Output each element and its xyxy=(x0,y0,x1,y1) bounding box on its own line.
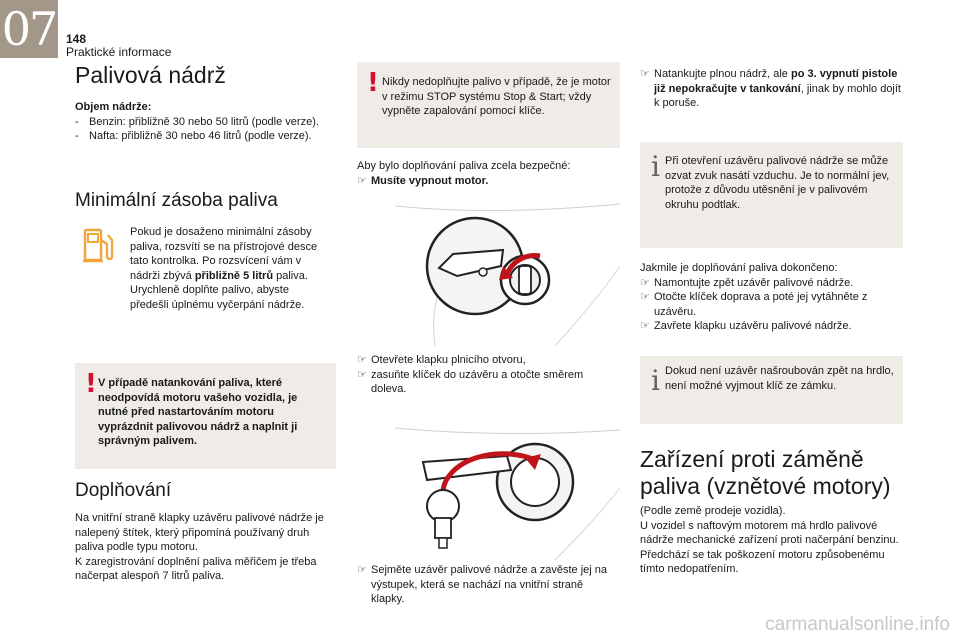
exclamation-icon: ! xyxy=(85,369,97,399)
misfuel-text xyxy=(640,504,902,577)
stop-start-warning-text: Nikdy nedoplňujte palivo v případě, že je motor v režimu STOP systému Stop & Start; vždy vypněte zapalování pomocí klíče. xyxy=(382,76,611,117)
refuelling-text xyxy=(75,511,337,584)
page-number: 148 xyxy=(66,32,87,46)
safe-refuel-block xyxy=(357,159,619,188)
after-step: ☞ Namontujte zpět uzávěr palivové nádrže. xyxy=(640,276,854,289)
gauge-register-text: K zaregistrování doplnění paliva měřičem je třeba načerpat alespoň 7 litrů paliva. xyxy=(75,555,317,582)
min-reserve-title: Minimální zásoba paliva xyxy=(75,190,278,211)
min-reserve-heading-block xyxy=(75,189,337,213)
open-flap-steps xyxy=(357,353,619,397)
after-refuel-block xyxy=(640,261,902,334)
air-intake-info-text: Při otevření uzávěru palivové nádrže se může ozvat zvuk nasátí vzduchu. Je to normální jev, protože z důvodu utěsnění je v palivovém okruhu podtlak. xyxy=(665,155,890,211)
section-title: Praktické informace xyxy=(66,45,172,59)
tank-capacity-block xyxy=(75,100,337,144)
refuelling-heading-block xyxy=(75,479,337,503)
safe-refuel-intro: Aby bylo doplňování paliva zcela bezpečné: xyxy=(357,160,571,172)
exclamation-icon: ! xyxy=(367,68,379,98)
reserve-litres: přibližně 5 litrů xyxy=(194,269,274,282)
after-refuel-intro: Jakmile je doplňování paliva dokončeno: xyxy=(640,262,838,274)
wrong-fuel-warning-text: V případě natankování paliva, které neodpovídá motoru vašeho vozidla, je nutné před nastartováním motoru vyprázdnit palivovou nádrž a naplnit ji správným palivem. xyxy=(98,377,298,447)
fuel-tank-title: Palivová nádrž xyxy=(75,62,226,88)
misfuel-title: Zařízení proti záměně paliva (vznětové motory) xyxy=(640,446,891,499)
info-icon: i xyxy=(651,150,660,183)
min-reserve-text: Pokud je dosaženo minimální zásoby paliva, rozsvítí se na přístrojové desce tato kontrolka. Po rozsvícení vám v nádrži zbývá přibližně 5 litrů paliva. Urychleně doplňte palivo, abyste předešli úplnému vyčerpání nádrže. xyxy=(130,226,318,311)
step-stop-engine: ☞ Musíte vypnout motor. xyxy=(357,174,489,187)
after-step: ☞ Zavřete klapku uzávěru palivové nádrže. xyxy=(640,320,852,332)
chapter-number: 07 xyxy=(1,2,57,56)
fuel-cap-unlock-illustration xyxy=(395,196,620,346)
tank-capacity-label: Objem nádrže: xyxy=(75,101,152,113)
remove-cap-step-block xyxy=(357,563,619,607)
wrong-fuel-warning-box xyxy=(75,363,336,469)
capacity-item: - Nafta: přibližně 30 nebo 46 litrů (podle verze). xyxy=(75,130,312,142)
fill-tank-block xyxy=(640,67,902,111)
misfuel-heading-block xyxy=(640,446,902,500)
step-fill-tank: ☞ Natankujte plnou nádrž, ale po 3. vypnutí pistole již nepokračujte v tankování, jinak by mohlo dojít k poruše. xyxy=(640,68,901,109)
misfuel-country-note: (Podle země prodeje vozidla). xyxy=(640,505,786,517)
step-turn-key: ☞ zasuňte klíček do uzávěru a otočte směrem doleva. xyxy=(357,368,584,395)
fuel-pump-icon xyxy=(82,226,114,266)
misfuel-description: U vozidel s naftovým motorem má hrdlo palivové nádrže mechanické zařízení proti načerpání benzinu. Předchází se tak poškození motoru způsobenému tímto nedopatřením. xyxy=(640,519,899,575)
stop-start-warning-box xyxy=(357,62,620,148)
info-icon: i xyxy=(651,364,660,397)
refuelling-title: Doplňování xyxy=(75,480,172,501)
capacity-item: - Benzin: přibližně 30 nebo 50 litrů (podle verze). xyxy=(75,115,319,128)
key-removal-info-box xyxy=(640,356,903,424)
air-intake-info-box xyxy=(640,142,903,248)
key-removal-info-text: Dokud není uzávěr našroubován zpět na hrdlo, není možné vyjmout klíč ze zámku. xyxy=(665,365,894,392)
label-sticker-text: Na vnitřní straně klapky uzávěru palivové nádrže je nalepený štítek, který připomíná používaný druh paliva podle typu motoru. xyxy=(75,512,324,553)
step-open-flap: ☞ Otevřete klapku plnicího otvoru, xyxy=(357,354,526,366)
watermark: carmanualsonline.info xyxy=(765,614,950,635)
after-step: ☞ Otočte klíček doprava a poté jej vytáhněte z uzávěru. xyxy=(640,291,868,318)
fuel-tank-heading-block xyxy=(75,62,335,89)
fuel-cap-hang-illustration xyxy=(395,420,620,560)
step-remove-cap: ☞ Sejměte uzávěr palivové nádrže a zavěste jej na výstupek, která se nachází na vnitřní straně klapky. xyxy=(357,564,608,605)
